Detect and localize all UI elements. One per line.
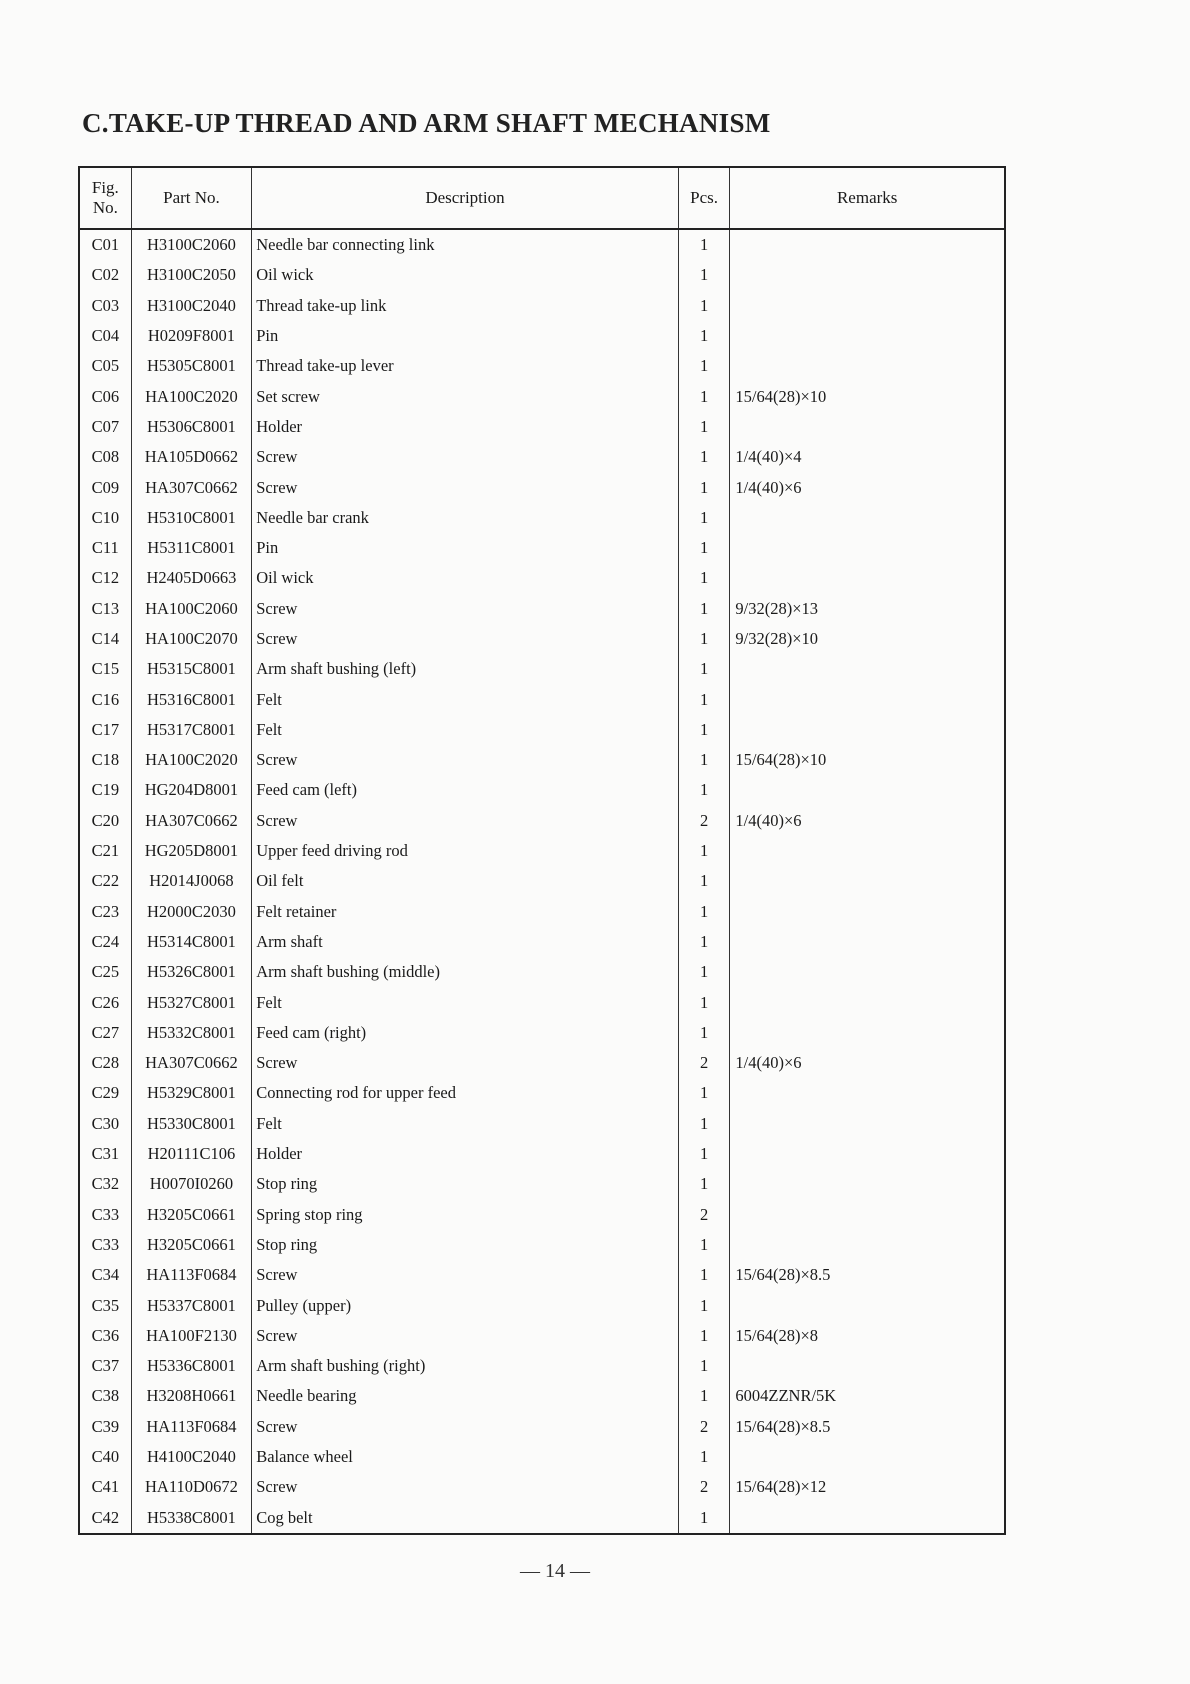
cell-part-no: HA100C2060 xyxy=(131,594,252,624)
cell-pcs: 2 xyxy=(678,1048,730,1078)
cell-part-no: H2000C2030 xyxy=(131,897,252,927)
cell-part-no: HA100C2070 xyxy=(131,624,252,654)
cell-fig-no: C02 xyxy=(79,260,131,290)
cell-part-no: H3100C2060 xyxy=(131,229,252,260)
cell-pcs: 2 xyxy=(678,806,730,836)
cell-part-no: HA113F0684 xyxy=(131,1260,252,1290)
cell-part-no: H5327C8001 xyxy=(131,987,252,1017)
cell-fig-no: C24 xyxy=(79,927,131,957)
cell-description: Stop ring xyxy=(252,1169,679,1199)
cell-pcs: 1 xyxy=(678,381,730,411)
cell-fig-no: C27 xyxy=(79,1018,131,1048)
cell-description: Thread take-up link xyxy=(252,291,679,321)
cell-pcs: 1 xyxy=(678,1109,730,1139)
cell-fig-no: C09 xyxy=(79,472,131,502)
cell-remarks: 1/4(40)×6 xyxy=(730,1048,1005,1078)
cell-pcs: 1 xyxy=(678,1230,730,1260)
cell-part-no: HA307C0662 xyxy=(131,472,252,502)
cell-description: Felt xyxy=(252,684,679,714)
cell-remarks xyxy=(730,260,1005,290)
cell-part-no: HA113F0684 xyxy=(131,1412,252,1442)
table-row xyxy=(79,957,1005,987)
cell-description: Screw xyxy=(252,1412,679,1442)
cell-fig-no: C11 xyxy=(79,533,131,563)
table-row xyxy=(79,1048,1005,1078)
table-row xyxy=(79,291,1005,321)
cell-description: Holder xyxy=(252,1139,679,1169)
cell-pcs: 1 xyxy=(678,321,730,351)
cell-part-no: H5329C8001 xyxy=(131,1078,252,1108)
cell-pcs: 1 xyxy=(678,1381,730,1411)
cell-part-no: HA100C2020 xyxy=(131,745,252,775)
cell-fig-no: C03 xyxy=(79,291,131,321)
cell-fig-no: C10 xyxy=(79,503,131,533)
table-row xyxy=(79,442,1005,472)
cell-part-no: H5337C8001 xyxy=(131,1290,252,1320)
table-row xyxy=(79,260,1005,290)
cell-part-no: HA307C0662 xyxy=(131,1048,252,1078)
cell-pcs: 1 xyxy=(678,1321,730,1351)
cell-fig-no: C23 xyxy=(79,897,131,927)
cell-description: Connecting rod for upper feed xyxy=(252,1078,679,1108)
table-row xyxy=(79,351,1005,381)
cell-fig-no: C14 xyxy=(79,624,131,654)
cell-fig-no: C29 xyxy=(79,1078,131,1108)
cell-part-no: H5338C8001 xyxy=(131,1502,252,1533)
table-row xyxy=(79,1200,1005,1230)
cell-remarks xyxy=(730,533,1005,563)
cell-part-no: H3100C2050 xyxy=(131,260,252,290)
page-title: C.TAKE-UP THREAD AND ARM SHAFT MECHANISM xyxy=(82,108,771,138)
cell-description: Arm shaft bushing (middle) xyxy=(252,957,679,987)
cell-fig-no: C15 xyxy=(79,654,131,684)
cell-pcs: 1 xyxy=(678,715,730,745)
cell-part-no: H5306C8001 xyxy=(131,412,252,442)
cell-part-no: HA100F2130 xyxy=(131,1321,252,1351)
cell-fig-no: C26 xyxy=(79,987,131,1017)
table-row xyxy=(79,1502,1005,1533)
cell-description: Needle bar crank xyxy=(252,503,679,533)
cell-description: Pin xyxy=(252,533,679,563)
table-row xyxy=(79,503,1005,533)
table-row xyxy=(79,472,1005,502)
header-description: Description xyxy=(252,167,679,229)
cell-remarks xyxy=(730,1139,1005,1169)
cell-pcs: 1 xyxy=(678,775,730,805)
cell-remarks: 15/64(28)×8 xyxy=(730,1321,1005,1351)
table-row xyxy=(79,1442,1005,1472)
cell-pcs: 1 xyxy=(678,1351,730,1381)
cell-remarks xyxy=(730,897,1005,927)
table-row xyxy=(79,1018,1005,1048)
cell-description: Needle bearing xyxy=(252,1381,679,1411)
cell-fig-no: C20 xyxy=(79,806,131,836)
cell-pcs: 1 xyxy=(678,503,730,533)
cell-description: Pulley (upper) xyxy=(252,1290,679,1320)
cell-description: Screw xyxy=(252,472,679,502)
cell-remarks: 1/4(40)×4 xyxy=(730,442,1005,472)
cell-fig-no: C37 xyxy=(79,1351,131,1381)
cell-fig-no: C16 xyxy=(79,684,131,714)
cell-part-no: HA110D0672 xyxy=(131,1472,252,1502)
cell-part-no: H20111C106 xyxy=(131,1139,252,1169)
cell-description: Oil felt xyxy=(252,866,679,896)
table-row xyxy=(79,897,1005,927)
cell-description: Upper feed driving rod xyxy=(252,836,679,866)
cell-fig-no: C12 xyxy=(79,563,131,593)
table-row xyxy=(79,836,1005,866)
cell-description: Oil wick xyxy=(252,563,679,593)
cell-pcs: 1 xyxy=(678,1502,730,1533)
cell-remarks xyxy=(730,715,1005,745)
cell-pcs: 1 xyxy=(678,897,730,927)
table-row xyxy=(79,1109,1005,1139)
cell-pcs: 1 xyxy=(678,654,730,684)
cell-pcs: 1 xyxy=(678,472,730,502)
cell-pcs: 1 xyxy=(678,442,730,472)
cell-description: Felt xyxy=(252,987,679,1017)
cell-description: Pin xyxy=(252,321,679,351)
cell-description: Thread take-up lever xyxy=(252,351,679,381)
cell-description: Arm shaft bushing (left) xyxy=(252,654,679,684)
cell-part-no: H5332C8001 xyxy=(131,1018,252,1048)
cell-remarks xyxy=(730,503,1005,533)
cell-description: Arm shaft xyxy=(252,927,679,957)
cell-remarks xyxy=(730,563,1005,593)
cell-pcs: 1 xyxy=(678,1260,730,1290)
cell-pcs: 1 xyxy=(678,957,730,987)
cell-part-no: H0070I0260 xyxy=(131,1169,252,1199)
table-row xyxy=(79,1169,1005,1199)
header-part-no: Part No. xyxy=(131,167,252,229)
cell-part-no: HG204D8001 xyxy=(131,775,252,805)
cell-part-no: H5336C8001 xyxy=(131,1351,252,1381)
cell-remarks xyxy=(730,1109,1005,1139)
cell-pcs: 1 xyxy=(678,684,730,714)
cell-description: Felt retainer xyxy=(252,897,679,927)
table-row xyxy=(79,229,1005,260)
cell-part-no: H3205C0661 xyxy=(131,1200,252,1230)
cell-part-no: H5314C8001 xyxy=(131,927,252,957)
table-row xyxy=(79,1139,1005,1169)
cell-pcs: 1 xyxy=(678,836,730,866)
cell-pcs: 1 xyxy=(678,987,730,1017)
cell-remarks xyxy=(730,1169,1005,1199)
cell-description: Holder xyxy=(252,412,679,442)
table-row xyxy=(79,412,1005,442)
table-row xyxy=(79,1351,1005,1381)
cell-fig-no: C28 xyxy=(79,1048,131,1078)
cell-fig-no: C32 xyxy=(79,1169,131,1199)
cell-fig-no: C01 xyxy=(79,229,131,260)
cell-part-no: H5316C8001 xyxy=(131,684,252,714)
cell-remarks xyxy=(730,1078,1005,1108)
cell-remarks xyxy=(730,291,1005,321)
cell-description: Screw xyxy=(252,624,679,654)
table-row xyxy=(79,1230,1005,1260)
cell-description: Felt xyxy=(252,1109,679,1139)
cell-remarks: 1/4(40)×6 xyxy=(730,806,1005,836)
cell-remarks: 6004ZZNR/5K xyxy=(730,1381,1005,1411)
cell-description: Screw xyxy=(252,1321,679,1351)
table-row xyxy=(79,594,1005,624)
cell-pcs: 1 xyxy=(678,412,730,442)
cell-remarks xyxy=(730,412,1005,442)
cell-part-no: H5330C8001 xyxy=(131,1109,252,1139)
cell-remarks xyxy=(730,684,1005,714)
cell-part-no: H2014J0068 xyxy=(131,866,252,896)
cell-remarks: 15/64(28)×10 xyxy=(730,745,1005,775)
cell-part-no: H5315C8001 xyxy=(131,654,252,684)
header-pcs: Pcs. xyxy=(678,167,730,229)
cell-fig-no: C18 xyxy=(79,745,131,775)
cell-fig-no: C38 xyxy=(79,1381,131,1411)
cell-fig-no: C41 xyxy=(79,1472,131,1502)
cell-remarks xyxy=(730,229,1005,260)
cell-fig-no: C35 xyxy=(79,1290,131,1320)
cell-fig-no: C39 xyxy=(79,1412,131,1442)
cell-pcs: 2 xyxy=(678,1412,730,1442)
cell-part-no: H5305C8001 xyxy=(131,351,252,381)
cell-description: Screw xyxy=(252,806,679,836)
cell-part-no: H3100C2040 xyxy=(131,291,252,321)
cell-remarks xyxy=(730,1502,1005,1533)
cell-fig-no: C34 xyxy=(79,1260,131,1290)
cell-pcs: 1 xyxy=(678,351,730,381)
cell-description: Balance wheel xyxy=(252,1442,679,1472)
cell-part-no: HA307C0662 xyxy=(131,806,252,836)
table-row xyxy=(79,987,1005,1017)
cell-fig-no: C21 xyxy=(79,836,131,866)
table-header-row xyxy=(79,167,1005,229)
cell-pcs: 2 xyxy=(678,1472,730,1502)
cell-part-no: HA105D0662 xyxy=(131,442,252,472)
cell-remarks xyxy=(730,987,1005,1017)
cell-part-no: H3205C0661 xyxy=(131,1230,252,1260)
cell-remarks: 1/4(40)×6 xyxy=(730,472,1005,502)
cell-remarks: 15/64(28)×8.5 xyxy=(730,1260,1005,1290)
cell-fig-no: C07 xyxy=(79,412,131,442)
cell-description: Screw xyxy=(252,594,679,624)
cell-remarks xyxy=(730,927,1005,957)
cell-pcs: 1 xyxy=(678,533,730,563)
cell-remarks: 15/64(28)×12 xyxy=(730,1472,1005,1502)
table-row xyxy=(79,381,1005,411)
table-row xyxy=(79,745,1005,775)
cell-description: Feed cam (right) xyxy=(252,1018,679,1048)
cell-fig-no: C13 xyxy=(79,594,131,624)
cell-pcs: 1 xyxy=(678,291,730,321)
cell-fig-no: C17 xyxy=(79,715,131,745)
table-row xyxy=(79,1260,1005,1290)
cell-fig-no: C22 xyxy=(79,866,131,896)
table-row xyxy=(79,624,1005,654)
cell-pcs: 1 xyxy=(678,927,730,957)
cell-part-no: H2405D0663 xyxy=(131,563,252,593)
cell-fig-no: C05 xyxy=(79,351,131,381)
cell-fig-no: C33 xyxy=(79,1230,131,1260)
table-body xyxy=(79,229,1005,1534)
cell-pcs: 2 xyxy=(678,1200,730,1230)
cell-remarks xyxy=(730,775,1005,805)
table-row xyxy=(79,654,1005,684)
cell-pcs: 1 xyxy=(678,1018,730,1048)
cell-description: Set screw xyxy=(252,381,679,411)
table-row xyxy=(79,866,1005,896)
header-remarks: Remarks xyxy=(730,167,1005,229)
cell-remarks: 9/32(28)×10 xyxy=(730,624,1005,654)
cell-part-no: HA100C2020 xyxy=(131,381,252,411)
table-row xyxy=(79,1321,1005,1351)
cell-description: Spring stop ring xyxy=(252,1200,679,1230)
cell-remarks: 15/64(28)×8.5 xyxy=(730,1412,1005,1442)
cell-remarks: 9/32(28)×13 xyxy=(730,594,1005,624)
cell-description: Screw xyxy=(252,745,679,775)
cell-part-no: H5310C8001 xyxy=(131,503,252,533)
cell-pcs: 1 xyxy=(678,1078,730,1108)
cell-part-no: H3208H0661 xyxy=(131,1381,252,1411)
cell-remarks xyxy=(730,1018,1005,1048)
parts-table xyxy=(78,166,1006,1535)
table-row xyxy=(79,1472,1005,1502)
cell-remarks xyxy=(730,1442,1005,1472)
cell-remarks xyxy=(730,866,1005,896)
cell-fig-no: C42 xyxy=(79,1502,131,1533)
cell-remarks xyxy=(730,654,1005,684)
table-row xyxy=(79,806,1005,836)
cell-description: Felt xyxy=(252,715,679,745)
cell-pcs: 1 xyxy=(678,1139,730,1169)
cell-fig-no: C04 xyxy=(79,321,131,351)
table-row xyxy=(79,1412,1005,1442)
cell-description: Feed cam (left) xyxy=(252,775,679,805)
cell-description: Screw xyxy=(252,1260,679,1290)
table-row xyxy=(79,321,1005,351)
cell-fig-no: C08 xyxy=(79,442,131,472)
table-row xyxy=(79,1078,1005,1108)
table-row xyxy=(79,927,1005,957)
cell-remarks xyxy=(730,1200,1005,1230)
cell-pcs: 1 xyxy=(678,563,730,593)
cell-fig-no: C30 xyxy=(79,1109,131,1139)
table-row xyxy=(79,1381,1005,1411)
table-row xyxy=(79,533,1005,563)
cell-part-no: H5317C8001 xyxy=(131,715,252,745)
cell-remarks xyxy=(730,351,1005,381)
cell-remarks xyxy=(730,1230,1005,1260)
table-row xyxy=(79,684,1005,714)
cell-pcs: 1 xyxy=(678,594,730,624)
cell-pcs: 1 xyxy=(678,1442,730,1472)
cell-pcs: 1 xyxy=(678,866,730,896)
cell-description: Cog belt xyxy=(252,1502,679,1533)
cell-fig-no: C33 xyxy=(79,1200,131,1230)
cell-pcs: 1 xyxy=(678,624,730,654)
cell-pcs: 1 xyxy=(678,1290,730,1320)
table-row xyxy=(79,775,1005,805)
cell-remarks: 15/64(28)×10 xyxy=(730,381,1005,411)
cell-description: Oil wick xyxy=(252,260,679,290)
table-row xyxy=(79,715,1005,745)
cell-description: Arm shaft bushing (right) xyxy=(252,1351,679,1381)
cell-part-no: H5311C8001 xyxy=(131,533,252,563)
table-row xyxy=(79,1290,1005,1320)
cell-remarks xyxy=(730,321,1005,351)
cell-part-no: H0209F8001 xyxy=(131,321,252,351)
cell-part-no: HG205D8001 xyxy=(131,836,252,866)
cell-remarks xyxy=(730,1290,1005,1320)
cell-description: Screw xyxy=(252,442,679,472)
cell-fig-no: C06 xyxy=(79,381,131,411)
page-number: — 14 — xyxy=(520,1560,590,1582)
cell-pcs: 1 xyxy=(678,229,730,260)
header-fig-no: Fig. No. xyxy=(79,167,131,229)
cell-fig-no: C25 xyxy=(79,957,131,987)
cell-remarks xyxy=(730,1351,1005,1381)
cell-remarks xyxy=(730,836,1005,866)
table-row xyxy=(79,563,1005,593)
cell-pcs: 1 xyxy=(678,260,730,290)
cell-pcs: 1 xyxy=(678,1169,730,1199)
cell-fig-no: C31 xyxy=(79,1139,131,1169)
cell-fig-no: C36 xyxy=(79,1321,131,1351)
cell-pcs: 1 xyxy=(678,745,730,775)
cell-fig-no: C40 xyxy=(79,1442,131,1472)
cell-description: Stop ring xyxy=(252,1230,679,1260)
cell-description: Screw xyxy=(252,1048,679,1078)
cell-part-no: H5326C8001 xyxy=(131,957,252,987)
cell-description: Screw xyxy=(252,1472,679,1502)
cell-part-no: H4100C2040 xyxy=(131,1442,252,1472)
cell-remarks xyxy=(730,957,1005,987)
cell-fig-no: C19 xyxy=(79,775,131,805)
cell-description: Needle bar connecting link xyxy=(252,229,679,260)
